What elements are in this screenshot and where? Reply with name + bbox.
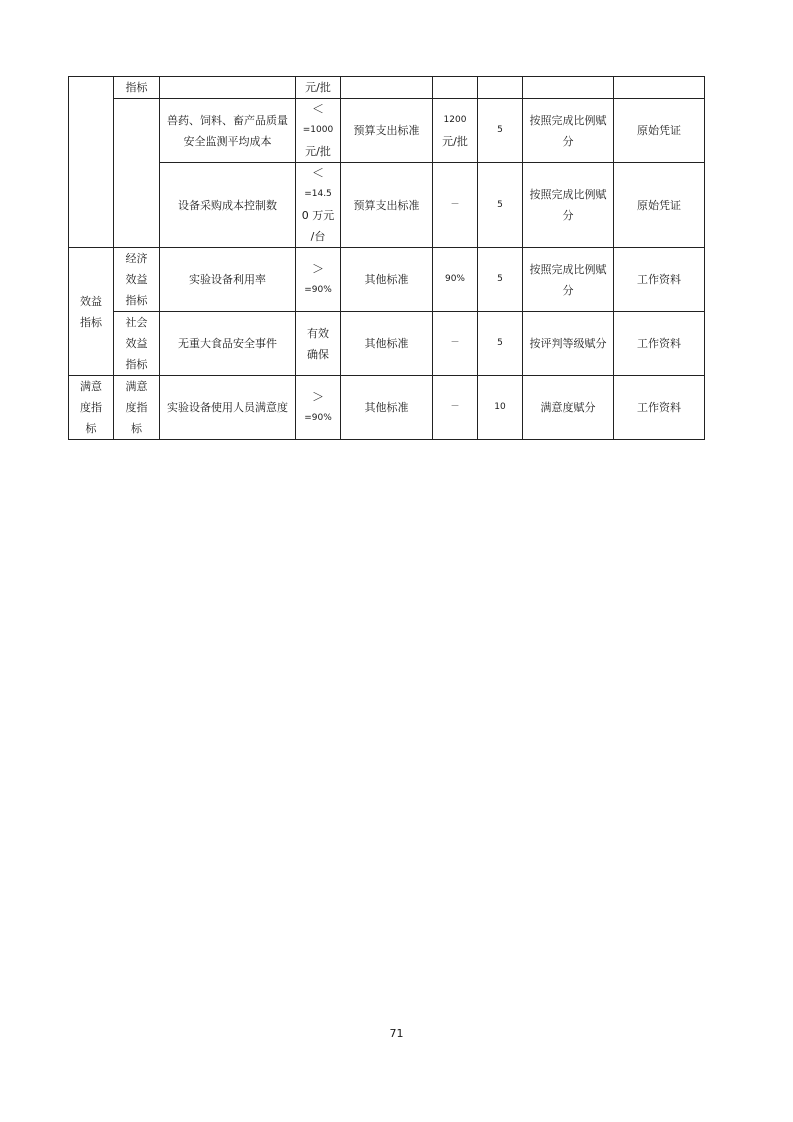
indicator-value-cell [296, 248, 341, 312]
indicator-name-cell [160, 77, 296, 99]
table-row [69, 376, 705, 440]
table-row [69, 312, 705, 376]
method-cell [523, 248, 614, 312]
indicator-value-cell: 元/批 [296, 77, 341, 99]
indicator-value-line: =1000 [302, 125, 334, 135]
table-row [69, 248, 705, 312]
evidence-cell: 工作资料 [614, 312, 705, 376]
indicator-value-cell [296, 99, 341, 163]
indicator-value-cell [296, 376, 341, 440]
indicator-value-line: =14.5 [304, 189, 332, 199]
indicator-name-line: 兽药、饲料、畜产品质量 [167, 113, 288, 127]
evidence-cell: 工作资料 [614, 376, 705, 440]
evidence-cell: 工作资料 [614, 248, 705, 312]
sub-category-cell [114, 312, 160, 376]
page-number: 71 [389, 1027, 404, 1040]
indicator-value-line: 确保 [307, 347, 329, 361]
group-label-line: 效益 [80, 294, 102, 308]
sub-category-line: 满意 [125, 380, 148, 393]
indicator-value-line: 元/批 [305, 145, 331, 158]
method-line: 按照完成比例赋 [529, 262, 607, 276]
indicator-name-cell: 设备采购成本控制数 [160, 163, 296, 248]
group-label-line: 指标 [80, 315, 102, 329]
method-cell [523, 77, 614, 99]
indicator-value-cell [296, 163, 341, 248]
sub-category-line: 经济 [125, 252, 148, 265]
evidence-cell [614, 77, 705, 99]
standard-cell: 预算支出标准 [341, 99, 433, 163]
target-line: 元/批 [442, 134, 468, 148]
sub-category-cell [114, 248, 160, 312]
indicator-value-line: 0 万元 [301, 209, 335, 222]
indicator-value-line: ＜ [311, 102, 324, 116]
indicator-value-line: =90% [304, 284, 332, 295]
indicator-name-cell: 实验设备使用人员满意度 [160, 376, 296, 440]
indicator-value-line: =90% [304, 412, 332, 423]
method-cell: 满意度赋分 [523, 376, 614, 440]
standard-cell: 其他标准 [341, 376, 433, 440]
score-cell: 5 [478, 99, 523, 163]
group-label-line: 标 [85, 422, 97, 435]
standard-cell: 预算支出标准 [341, 163, 433, 248]
method-line: 分 [562, 209, 574, 222]
indicator-name-cell: 实验设备利用率 [160, 248, 296, 312]
evidence-cell: 原始凭证 [614, 163, 705, 248]
score-cell [478, 77, 523, 99]
sub-category-line: 效益 [125, 273, 148, 286]
indicator-value-cell [296, 312, 341, 376]
group-cell-satisfaction [69, 376, 114, 440]
indicator-value-line: /台 [310, 230, 326, 243]
table-row [69, 99, 705, 163]
indicator-name-cell: 无重大食品安全事件 [160, 312, 296, 376]
indicator-name-cell [160, 99, 296, 163]
score-cell: 5 [478, 248, 523, 312]
evidence-cell: 原始凭证 [614, 99, 705, 163]
target-cell [433, 99, 478, 163]
sub-category-line: 社会 [125, 316, 148, 329]
method-cell: 按评判等级赋分 [523, 312, 614, 376]
group-label-line: 满意 [80, 380, 102, 393]
method-line: 按照完成比例赋 [529, 113, 607, 127]
indicator-value-line: 有效 [307, 326, 329, 340]
method-line: 分 [562, 134, 574, 148]
table-row [69, 163, 705, 248]
target-cell: － [433, 163, 478, 248]
standard-cell: 其他标准 [341, 248, 433, 312]
sub-category-cell-empty [114, 99, 160, 248]
method-cell [523, 163, 614, 248]
indicator-value-line: ＞ [311, 389, 324, 404]
method-cell [523, 99, 614, 163]
metrics-table [68, 76, 705, 440]
score-cell: 5 [478, 312, 523, 376]
sub-category-line: 效益 [125, 337, 148, 350]
method-line: 按照完成比例赋 [529, 188, 607, 201]
sub-category-cell: 指标 [114, 77, 160, 99]
score-cell: 5 [478, 163, 523, 248]
score-cell: 10 [478, 376, 523, 440]
target-cell: － [433, 312, 478, 376]
group-cell-empty [69, 77, 114, 248]
sub-category-cell [114, 376, 160, 440]
indicator-name-line: 安全监测平均成本 [183, 134, 272, 148]
target-cell [433, 77, 478, 99]
group-cell-benefit [69, 248, 114, 376]
standard-cell [341, 77, 433, 99]
indicator-value-line: ＜ [311, 166, 324, 180]
target-line: 1200 [443, 114, 467, 125]
sub-category-line: 度指 [125, 401, 148, 414]
sub-category-line: 指标 [125, 358, 148, 371]
table-row [69, 77, 705, 99]
method-line: 分 [562, 283, 574, 297]
target-cell: － [433, 376, 478, 440]
sub-category-line: 标 [131, 422, 142, 435]
target-cell: 90% [433, 248, 478, 312]
sub-category-line: 指标 [125, 294, 148, 307]
group-label-line: 度指 [80, 401, 102, 414]
standard-cell: 其他标准 [341, 312, 433, 376]
indicator-value-line: ＞ [311, 261, 324, 276]
